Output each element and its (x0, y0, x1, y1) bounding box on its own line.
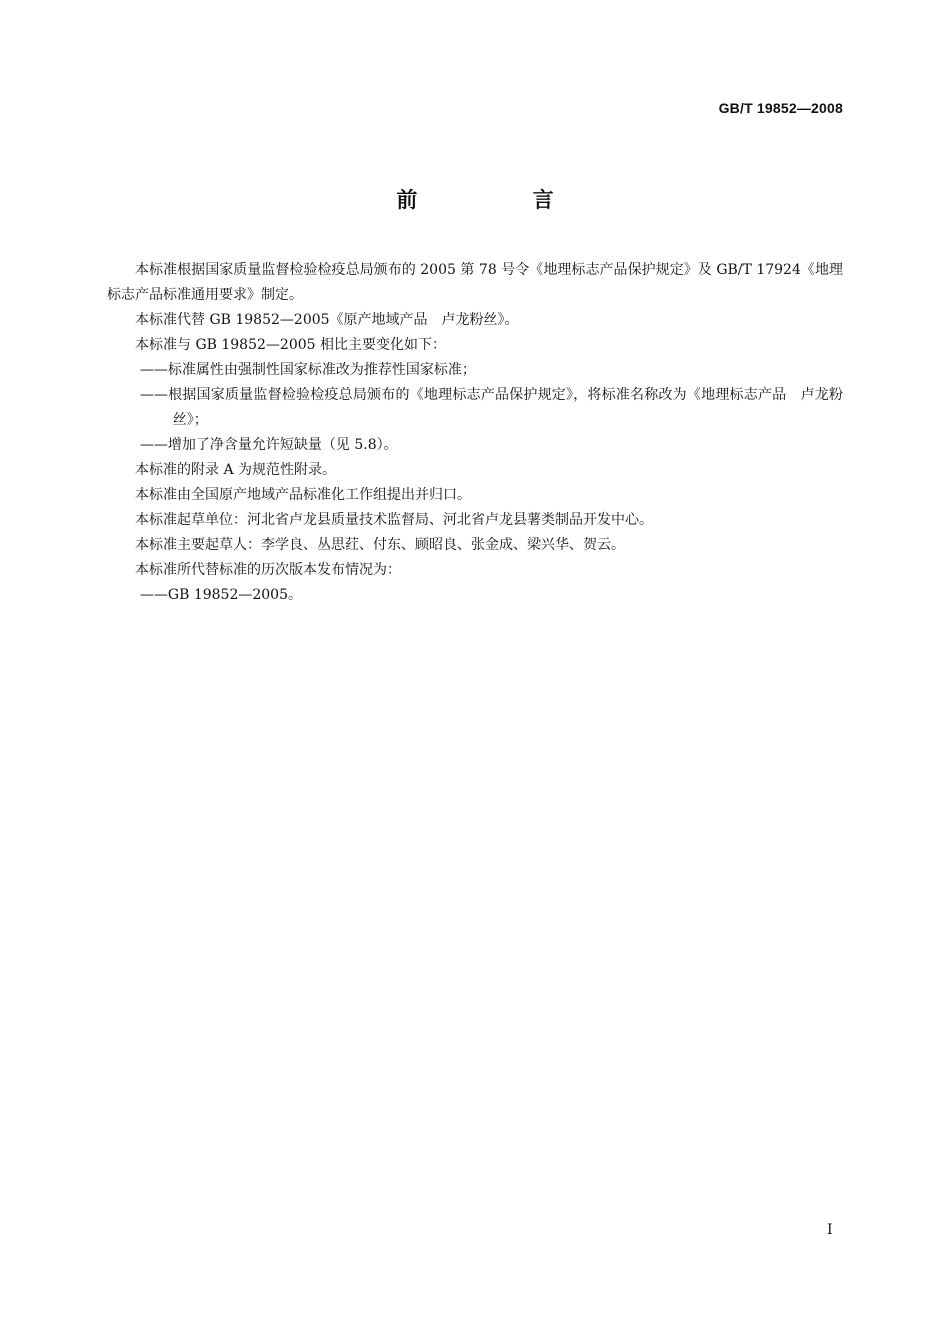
page-title: 前 言 (396, 188, 608, 212)
paragraph-annex: 本标准的附录 A 为规范性附录。 (135, 462, 337, 478)
page-number: I (827, 1222, 833, 1238)
history-item: ——GB 19852—2005。 (139, 587, 302, 603)
paragraph-basis: 本标准根据国家质量监督检验检疫总局颁布的 2005 第 78 号令《地理标志产品保护规定》及 GB/T 17924《地理标志产品标准通用要求》制定。 (107, 262, 843, 303)
change-item: ——增加了净含量允许短缺量（见 5.8）。 (139, 437, 398, 453)
paragraph-proposed-by: 本标准由全国原产地域产品标准化工作组提出并归口。 (135, 487, 471, 503)
change-item: ——标准属性由强制性国家标准改为推荐性国家标准； (139, 362, 476, 378)
standard-number: GB/T 19852—2008 (718, 100, 843, 116)
paragraph-drafters: 本标准主要起草人：李学良、丛思荭、付东、顾昭良、张金成、梁兴华、贺云。 (135, 537, 625, 553)
paragraph-drafting-units: 本标准起草单位：河北省卢龙县质量技术监督局、河北省卢龙县薯类制品开发中心。 (135, 512, 653, 528)
foreword-body (107, 258, 843, 608)
paragraph-history-intro: 本标准所代替标准的历次版本发布情况为： (135, 562, 401, 578)
paragraph-replaces: 本标准代替 GB 19852—2005《原产地域产品 卢龙粉丝》。 (135, 312, 519, 328)
paragraph-changes-intro: 本标准与 GB 19852—2005 相比主要变化如下： (135, 337, 446, 353)
change-item: ——根据国家质量监督检验检疫总局颁布的《地理标志产品保护规定》，将标准名称改为《地理标志产品 卢龙粉丝》； (139, 387, 843, 428)
